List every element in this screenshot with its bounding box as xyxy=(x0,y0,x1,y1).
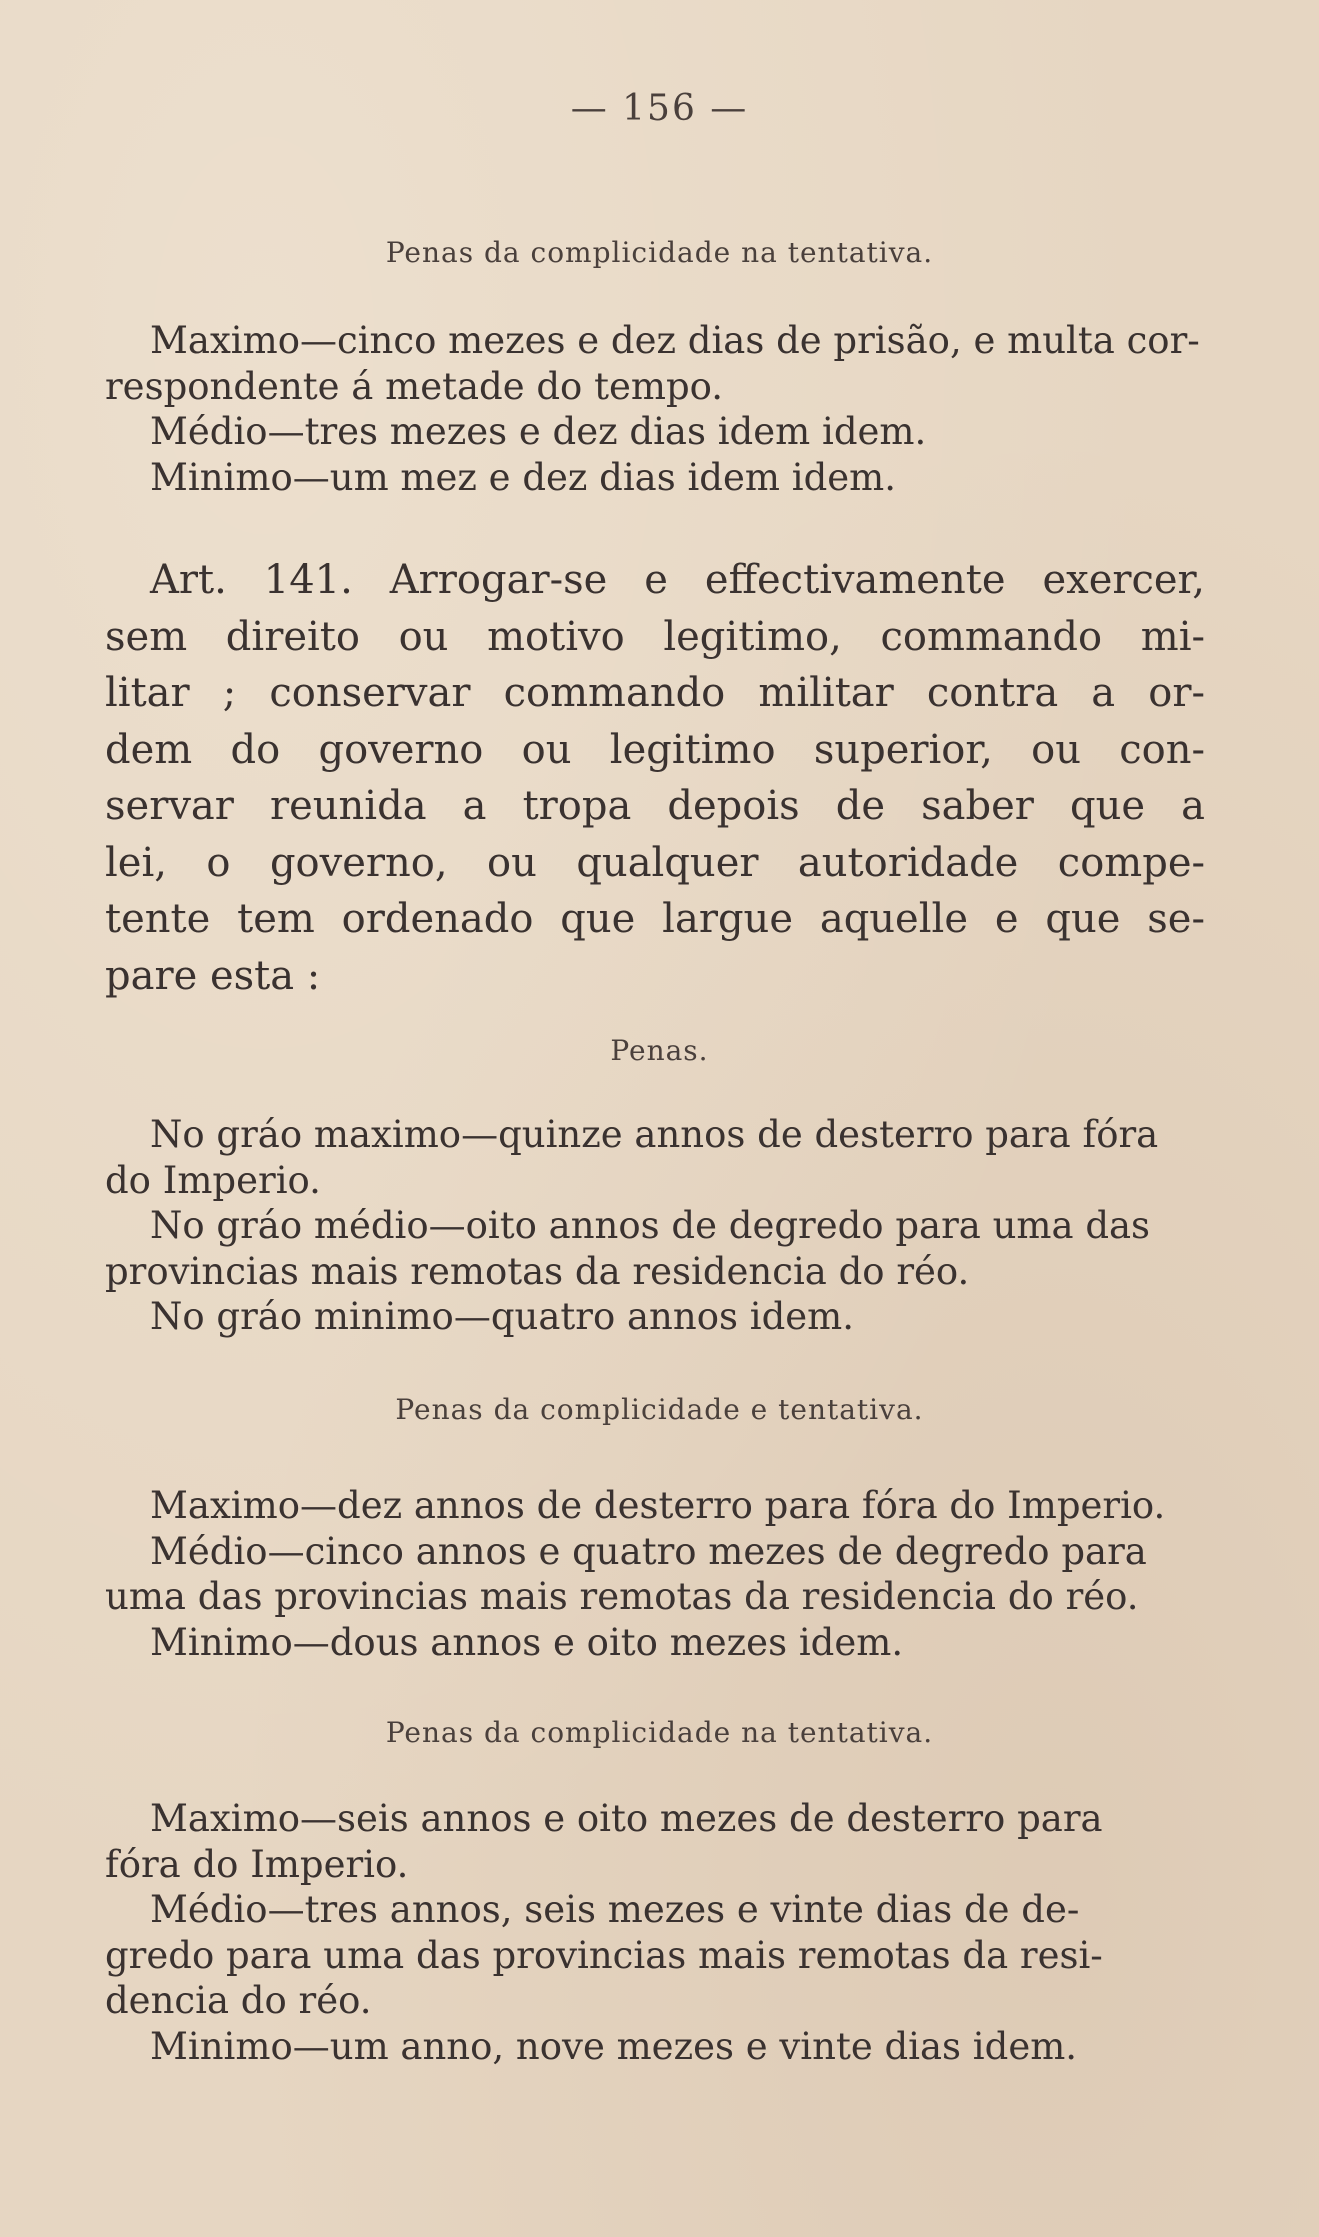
text-line: servar reunida a tropa depois de saber que a xyxy=(105,783,1205,829)
text-line: uma das provincias mais remotas da residencia do réo. xyxy=(105,1575,1139,1618)
text-line: Maximo—seis annos e oito mezes de desterro para xyxy=(150,1797,1103,1840)
text-line: Médio—tres annos, seis mezes e vinte dias de de- xyxy=(150,1888,1080,1931)
text-line: litar ; conservar commando militar contra a or- xyxy=(105,670,1205,716)
text-line: Minimo—dous annos e oito mezes idem. xyxy=(150,1620,904,1664)
penalty-block xyxy=(105,1796,1205,2069)
text-line: No gráo médio—oito annos de degredo para uma das xyxy=(150,1204,1151,1247)
section-heading: Penas da complicidade na tentativa. xyxy=(385,1716,934,1749)
text-line: gredo para uma das provincias mais remotas da resi- xyxy=(105,1933,1103,1977)
section-heading: Penas da complicidade e tentativa. xyxy=(395,1393,924,1426)
penalty-block xyxy=(105,1112,1205,1340)
text-line: lei, o governo, ou qualquer autoridade compe- xyxy=(105,839,1205,886)
text-line: Minimo—um mez e dez dias idem idem. xyxy=(150,455,896,499)
text-line: respondente á metade do tempo. xyxy=(105,364,724,408)
section-heading: Penas. xyxy=(610,1034,709,1067)
text-line: Médio—cinco annos e quatro mezes de degredo para xyxy=(150,1529,1147,1573)
text-line: Art. 141. Arrogar-se e effectivamente exercer, xyxy=(150,557,1205,603)
text-line: Médio—tres mezes e dez dias idem idem. xyxy=(150,410,927,453)
text-line: dem do governo ou legitimo superior, ou con- xyxy=(105,726,1205,773)
article-141 xyxy=(105,552,1205,1004)
text-line: No gráo maximo—quinze annos de desterro para fóra xyxy=(150,1113,1159,1156)
text-line: fóra do Imperio. xyxy=(105,1842,409,1886)
penalty-block xyxy=(105,318,1205,500)
text-line: tente tem ordenado que largue aquelle e que se- xyxy=(105,896,1205,942)
text-line: Maximo—dez annos de desterro para fóra do Imperio. xyxy=(150,1484,1166,1527)
text-line: No gráo minimo—quatro annos idem. xyxy=(150,1295,854,1338)
text-line: dencia do réo. xyxy=(105,1979,372,2022)
text-line: sem direito ou motivo legitimo, commando mi- xyxy=(105,613,1205,660)
section-heading: Penas da complicidade na tentativa. xyxy=(385,236,934,269)
text-line: provincias mais remotas da residencia do réo. xyxy=(105,1249,970,1293)
text-line: Minimo—um anno, nove mezes e vinte dias idem. xyxy=(150,2024,1078,2068)
page-number: — 156 — xyxy=(570,88,749,129)
text-line: pare esta : xyxy=(105,952,321,999)
text-line: Maximo—cinco mezes e dez dias de prisão, e multa cor- xyxy=(150,319,1200,362)
text-line: do Imperio. xyxy=(105,1158,321,1202)
penalty-block xyxy=(105,1483,1205,1665)
